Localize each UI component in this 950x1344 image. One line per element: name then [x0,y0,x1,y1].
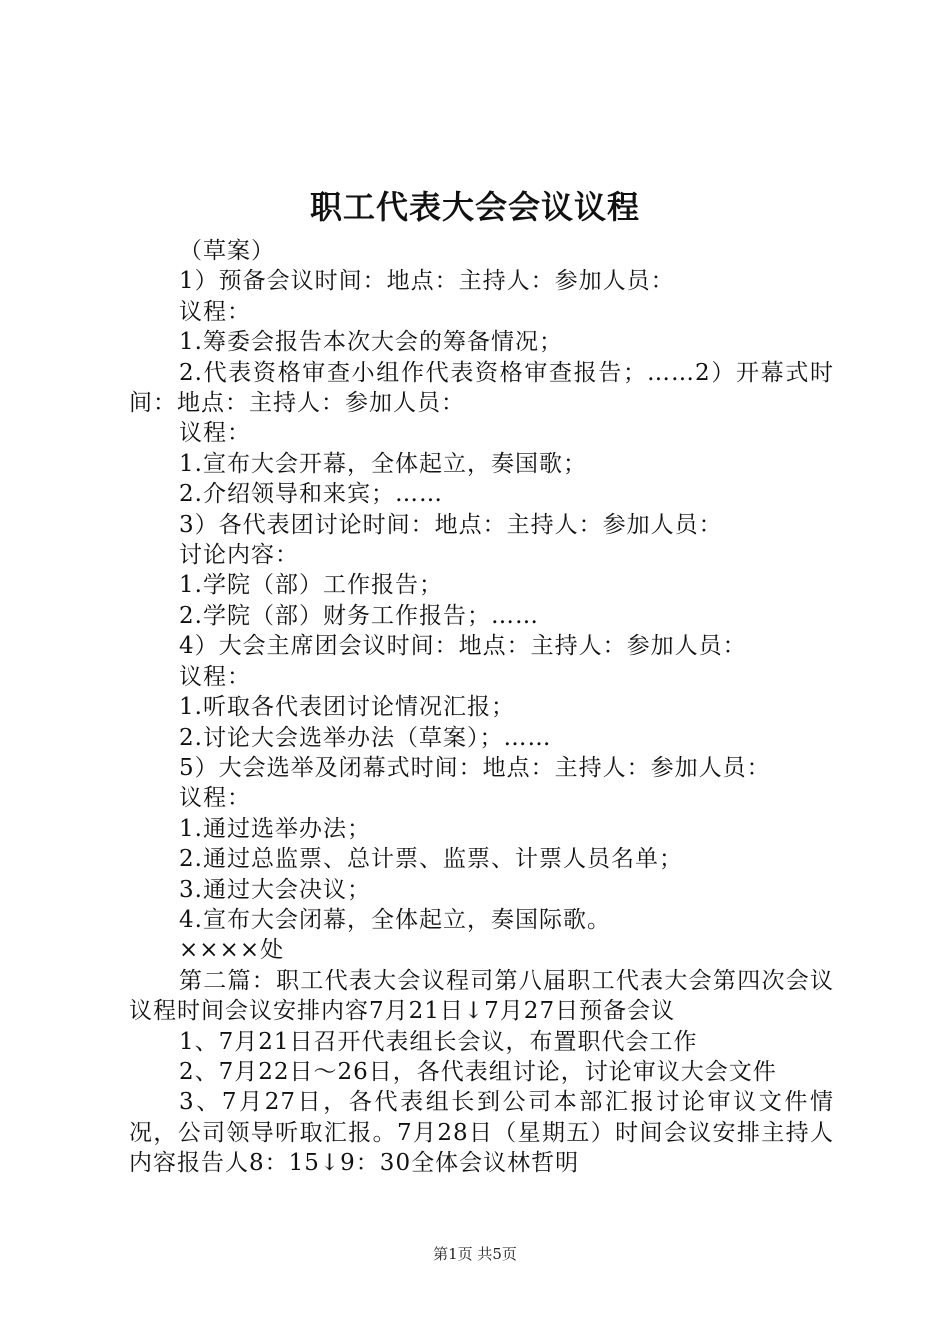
paragraph: （草案） [179,238,275,264]
paragraph: 议程： [179,420,251,447]
paragraph: 5）大会选举及闭幕式时间：地点：主持人：参加人员： [179,754,771,781]
paragraph: 3）各代表团讨论时间：地点：主持人：参加人员： [179,511,723,538]
paragraph: 3.通过大会决议； [179,876,371,903]
paragraph: 议程： [179,663,251,690]
paragraph: 议程： [179,785,251,812]
document-title: 职工代表大会会议议程 [309,188,640,226]
document-body [129,236,834,1179]
paragraph: 2.通过总监票、总计票、监票、计票人员名单； [179,846,683,873]
page-footer: 第1页 共5页 [433,1245,517,1263]
paragraph: 1.学院（部）工作报告； [179,572,443,599]
paragraph: 1、7月21日召开代表组长会议，布置职代会工作 [179,1028,698,1055]
paragraph: 1.听取各代表团讨论情况汇报； [179,694,515,721]
paragraph: 2.代表资格审查小组作代表资格审查报告；……2）开幕式时间：地点：主持人：参加人员： [129,359,834,417]
paragraph: 1.筹委会报告本次大会的筹备情况； [179,329,563,356]
paragraph: 4）大会主席团会议时间：地点：主持人：参加人员： [179,633,747,660]
paragraph: 议程： [179,298,251,325]
paragraph: 3、7月27日，各代表组长到公司本部汇报讨论审议文件情况，公司领导听取汇报。7月28日（星期五）时间会议安排主持人内容报告人8：15↓9：30全体会议林哲明 [129,1089,834,1177]
paragraph: 1.通过选举办法； [179,815,371,842]
paragraph: 讨论内容： [179,542,299,569]
paragraph: ××××处 [179,937,285,964]
paragraph: 第二篇：职工代表大会议程司第八届职工代表大会第四次会议议程时间会议安排内容7月21日↓7月27日预备会议 [129,967,834,1025]
paragraph: 2.学院（部）财务工作报告；…… [179,602,539,629]
paragraph: 2.讨论大会选举办法（草案）；…… [179,724,552,751]
paragraph: 1.宣布大会开幕，全体起立，奏国歌； [179,450,587,477]
paragraph: 2.介绍领导和来宾；…… [179,481,443,508]
paragraph: 2、7月22日～26日，各代表组讨论，讨论审议大会文件 [179,1058,777,1085]
paragraph: 4.宣布大会闭幕，全体起立，奏国际歌。 [179,906,611,933]
paragraph: 1）预备会议时间：地点：主持人：参加人员： [179,268,675,295]
